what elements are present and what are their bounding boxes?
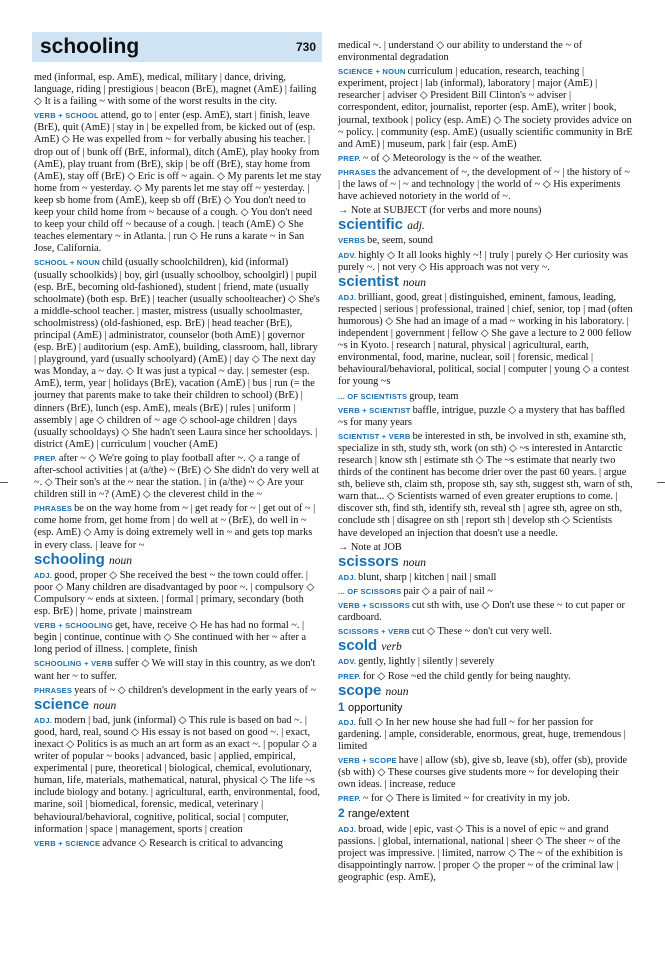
- collocation-label: VERB + SCIENCE: [34, 838, 101, 848]
- entry-block: [338, 431, 634, 540]
- collocation-label: PREP.: [338, 794, 361, 804]
- entry-block: [338, 405, 634, 429]
- collocation-label: SCIENTIST + VERB: [338, 431, 411, 441]
- collocation-text: blunt, sharp | kitchen | nail | small: [358, 571, 497, 583]
- collocation-text: years of ~ ◇ children's development in the early years of ~: [74, 684, 317, 696]
- collocation-text: group, team: [409, 390, 459, 402]
- entry-block: [338, 272, 634, 290]
- entry-block: [34, 257, 322, 451]
- collocation-text: attend, go to | enter (esp. AmE), start | finish, leave (BrE), quit (AmE) | stay in | be expelled from, be kicked out of (esp. AmE) ◇ He was expelled from ~ for verbally abusing his teacher. | drop out of | bunk off (BrE, informal), ditch (AmE), play hooky from (AmE), play truant from (BrE), skip | be off (BrE), stay home from (AmE), stay off (BrE) ◇ Eric is off ~ again. ◇ My parents let me stay home from ~ yesterday. ◇ My parents let me stay off ~ yesterday. | keep sb home from (AmE), keep sb off (BrE) ◇ You don't need to keep your child home from ~ because of a cough. ◇ You don't need to keep your child off ~ because of a cough. | teach (AmE) ◇ She teaches elementary ~ in Atlanta. | run ◇ He runs a karate ~ in San Jose, California.: [34, 110, 322, 255]
- collocation-text: broad, wide | epic, vast ◇ This is a novel of epic ~ and grand passions. | global, international, national | sheer ◇ The sheer ~ of the project was impressive. | limited, narrow ◇ The ~ of the exhibition is disappointingly narrow. | proper ◇ the proper ~ of the criminal law | geographic (esp. AmE),: [338, 823, 623, 883]
- collocation-label: VERB + SCOPE: [338, 756, 397, 766]
- collocation-text: curriculum | education, research, teaching | experiment, project | lab (informal), laboratory | major (AmE) | researcher | adviser ◇ President Bill Clinton's ~ adviser | correspondent, editor, journalist, reporter (esp. AmE), writer | book, journal, textbook | policy (esp. AmE) ◇ The society provides advice on ~ policy. | community (esp. AmE) (usually scientific community in BrE and AmE) | museum, park | fair (esp. AmE): [338, 66, 633, 150]
- collocation-text: pair ◇ a pair of nail ~: [403, 585, 493, 597]
- part-of-speech: noun: [93, 699, 117, 712]
- entry-block: [338, 637, 634, 655]
- collocation-text: get, have, receive ◇ He has had no formal ~. | begin | continue, continue with ◇ She continued with her ~ after a long period of illness. | complete, finish: [34, 620, 307, 656]
- collocation-label: ADJ.: [338, 292, 357, 302]
- entry-block: [338, 807, 634, 821]
- entry-block: [338, 391, 634, 403]
- margin-tick-left: [0, 482, 8, 483]
- collocation-text: cut ◇ These ~ don't cut very well.: [412, 626, 552, 638]
- collocation-label: SCHOOLING + VERB: [34, 659, 113, 669]
- collocation-label: VERB + SCHOOLING: [34, 621, 113, 631]
- entry-block: [34, 550, 322, 568]
- collocation-label: ADJ.: [338, 572, 357, 582]
- entry-block: [338, 292, 634, 389]
- entry-block: [34, 695, 322, 713]
- collocation-label: VERB + SCHOOL: [34, 111, 99, 121]
- headword: scold: [338, 637, 382, 655]
- entry-block: [338, 153, 634, 165]
- headword: scissors: [338, 552, 404, 570]
- entry-block: [34, 658, 322, 682]
- entry-block: [338, 250, 634, 274]
- margin-tick-right: [657, 482, 665, 483]
- collocation-label: PHRASES: [338, 167, 377, 177]
- entry-block: [338, 235, 634, 247]
- collocation-text: highly ◇ It all looks highly ~! | truly | purely ◇ Her curiosity was purely ~. | not very ◇ His approach was not very ~.: [338, 249, 629, 273]
- collocation-label: ADJ.: [34, 570, 53, 580]
- part-of-speech: noun: [403, 276, 427, 289]
- entry-block: [338, 167, 634, 203]
- collocation-label: ADJ.: [338, 717, 357, 727]
- collocation-label: VERB + SCISSORS: [338, 601, 410, 611]
- entry-block: [338, 572, 634, 584]
- part-of-speech: noun: [403, 556, 427, 569]
- collocation-label: ... OF SCIENTISTS: [338, 391, 408, 401]
- collocation-text: ~ of ◇ Meteorology is the ~ of the weather.: [362, 152, 543, 164]
- sense-number: 2: [338, 806, 349, 821]
- entry-block: [338, 40, 634, 64]
- headword: scientific: [338, 216, 408, 234]
- collocation-text: have | allow (sb), give sb, leave (sb), offer (sb), provide (sb with) ◇ These courses give students more ~ for developing their own ideas. | increase, reduce: [338, 755, 628, 791]
- entry-block: [338, 717, 634, 753]
- collocation-text: → Note at SUBJECT (for verbs and more nouns): [338, 205, 542, 217]
- collocation-label: SCISSORS + VERB: [338, 627, 410, 637]
- entry-block: [338, 600, 634, 624]
- collocation-label: VERBS: [338, 236, 366, 246]
- entry-block: [34, 620, 322, 656]
- collocation-text: after ~ ◇ We're going to play football after ~. ◇ a range of after-school activities | at (a/the) ~ (BrE) ◇ She didn't do very well at ~. ◇ Their son's at the ~ near the station. | in (a/the) ~ ◇ Are your children still in ~? (AmE) ◇ the cleverest child in the ~: [34, 452, 320, 501]
- collocation-text: suffer ◇ We will stay in this country, as we don't want her ~ to suffer.: [34, 658, 316, 682]
- entry-block: [338, 656, 634, 668]
- entry-block: [34, 503, 322, 551]
- collocation-text: cut sth with, use ◇ Don't use these ~ to cut paper or cardboard.: [338, 600, 625, 624]
- collocation-label: ADJ.: [338, 824, 357, 834]
- collocation-label: SCIENCE + NOUN: [338, 67, 406, 77]
- entry-block: [338, 216, 634, 234]
- collocation-text: the advancement of ~, the development of ~ | the history of ~ | the laws of ~ | ~ and technology | the world of ~ ◇ His experiments have achieved notoriety in the world of ~.: [338, 166, 630, 203]
- sense-label: range/extent: [348, 808, 410, 821]
- collocation-label: PREP.: [338, 671, 361, 681]
- entry-block: [338, 552, 634, 570]
- collocation-text: full ◇ In her new house she had full ~ for her passion for gardening. | ample, considerable, enormous, great, huge, tremendous | limited: [338, 716, 626, 752]
- collocation-label: PHRASES: [34, 685, 73, 695]
- entry-block: [338, 626, 634, 638]
- entry-block: [338, 793, 634, 805]
- collocation-label: SCHOOL + NOUN: [34, 258, 100, 268]
- headword: scope: [338, 681, 386, 699]
- collocation-text: → Note at JOB: [338, 541, 402, 553]
- part-of-speech: noun: [385, 685, 409, 698]
- sense-number: 1: [338, 699, 349, 714]
- entry-block: [338, 824, 634, 884]
- collocation-text: ~ for ◇ There is limited ~ for creativity in my job.: [362, 793, 570, 805]
- entry-block: [34, 72, 322, 108]
- headword: science: [34, 695, 94, 713]
- entry-block: [34, 570, 322, 618]
- part-of-speech: verb: [381, 641, 402, 654]
- collocation-text: child (usually schoolchildren), kid (informal) (usually schoolkids) | boy, girl (usually schoolboy, schoolgirl) | pupil (esp. BrE, becoming old-fashioned), student | friend, mate (usually schoolmate) (both esp. BrE) | teacher (usually schoolteacher) ◇ She's a middle-school teacher. | master, mistress (usually schoolmaster, schoolmistress) (old-fashioned, esp. BrE) | head teacher (BrE), principal (AmE) | administrator, counselor (both AmE) | governor (esp. BrE) | auditorium (esp. AmE), building, classroom, hall, library | playground, yard (usually schoolyard) (AmE) | day ◇ The next day was Monday, a ~ day. ◇ It was just a typical ~ day. | semester (esp. AmE), term, year | holidays (BrE), vacation (AmE) | bus | run (= the journey that parents make to take their children to school) (BrE) | dinners (BrE), lunch (esp. AmE), meals (BrE) | rules | uniform | assembly | age ◇ children of ~ age ◇ school-age children | days (usually schooldays) ◇ She hadn't seen Laura since her schooldays. | district (AmE) | curriculum | voucher (AmE): [34, 257, 320, 450]
- headword: schooling: [34, 550, 109, 568]
- left-column: [34, 72, 322, 852]
- sense-label: opportunity: [348, 701, 403, 714]
- collocation-text: brilliant, good, great | distinguished, eminent, famous, leading, respected | serious | professional, trained | chief, senior, top | mad (often humorous) ◇ She had an image of a mad ~ working in his laboratory. | independent | government | fellow ◇ She gave a lecture to 2 000 fellow ~s in Kyoto. | research | natural, physical | agricultural, earth, environmental, food, marine, nuclear, soil | forensic, medical | behavioural/behavioral, political, social | computer | young ◇ a contest for young ~s: [338, 291, 633, 388]
- entry-block: [34, 453, 322, 501]
- collocation-label: ADJ.: [34, 715, 53, 725]
- page-header: [32, 32, 322, 62]
- collocation-text: good, proper ◇ She received the best ~ the town could offer. | poor ◇ Many children are disadvantaged by poor ~. | compulsory ◇ Compulsory ~ ends at sixteen. | formal | primary, secondary (both esp. BrE) | home, private | mainstream: [34, 569, 315, 618]
- collocation-label: ADV.: [338, 250, 357, 260]
- headword: scientist: [338, 272, 404, 290]
- collocation-label: ... OF SCISSORS: [338, 586, 402, 596]
- entry-block: [34, 715, 322, 836]
- collocation-label: VERB + SCIENTIST: [338, 405, 411, 415]
- collocation-text: advance ◇ Research is critical to advancing: [102, 837, 283, 849]
- page-number: 730: [295, 40, 316, 54]
- collocation-text: baffle, intrigue, puzzle ◇ a mystery that has baffled ~s for many years: [338, 404, 625, 428]
- entry-block: [338, 681, 634, 699]
- collocation-text: medical ~. | understand ◇ our ability to understand the ~ of environmental degradation: [338, 40, 583, 64]
- entry-block: [338, 66, 634, 151]
- collocation-label: ADV.: [338, 657, 357, 667]
- entry-block: [34, 110, 322, 255]
- collocation-text: be, seem, sound: [367, 235, 433, 247]
- collocation-text: be interested in sth, be involved in sth, examine sth, specialize in sth, study sth, work (on sth) ◇ ~s interested in Antarctic research | know sth | estimate sth ◇ The ~s estimate that nearly two thirds of the continent has become drier over the past 60 years. | argue sth, believe sth, claim sth, propose sth, say sth, suggest sth, warn of sth, warn that... ◇ Scientists warned of even greater eruptions to come. | discover sth, find sth, identify sth, reveal sth | agree sth, agree on sth, conclude sth | disagree on sth | report sth | develop sth ◇ Scientists have developed an injection that doesn't use a needle.: [338, 430, 633, 539]
- right-column: [338, 40, 634, 886]
- collocation-label: PHRASES: [34, 504, 73, 514]
- collocation-label: PREP.: [338, 153, 361, 163]
- running-headword: schooling: [40, 35, 140, 58]
- collocation-text: med (informal, esp. AmE), medical, military | dance, driving, language, riding | prestigious | beacon (BrE), magnet (AmE) | failing ◇ It is a failing ~ with some of the worst results in the city.: [34, 72, 317, 108]
- entry-block: [338, 701, 634, 715]
- part-of-speech: adj.: [407, 220, 425, 233]
- entry-block: [338, 755, 634, 791]
- collocation-text: be on the way home from ~ | get ready for ~ | get out of ~ | come home from, get home from | do well at ~ (BrE), do well in ~ (esp. AmE) ◇ Amy is doing extremely well in ~ and gets top marks in every class. | leave for ~: [34, 503, 316, 551]
- collocation-text: gently, lightly | silently | severely: [358, 656, 495, 668]
- collocation-label: PREP.: [34, 453, 57, 463]
- part-of-speech: noun: [109, 554, 132, 567]
- collocation-text: modern | bad, junk (informal) ◇ This rule is based on bad ~. | good, hard, real, sound ◇ His essay is not based on good ~. | exact, inexact ◇ Politics is as much an art form as an exact ~. | popular ◇ a writer of popular ~ books | advanced, basic | applied, empirical, experimental | pure, theoretical | biological, chemical, evolutionary, human, life, materials, mathematical, natural, physical ◇ The life ~s include biology and botany. | agricultural, earth, environmental, food, marine, soil | biomedical, forensic, medical, veterinary | behavioural/behavioral, cognitive, political, social | computer, information | space | management, sports | creation: [34, 714, 320, 835]
- collocation-text: for ◇ Rose ~ed the child gently for being naughty.: [362, 670, 571, 682]
- entry-block: [338, 586, 634, 598]
- entry-block: [34, 838, 322, 850]
